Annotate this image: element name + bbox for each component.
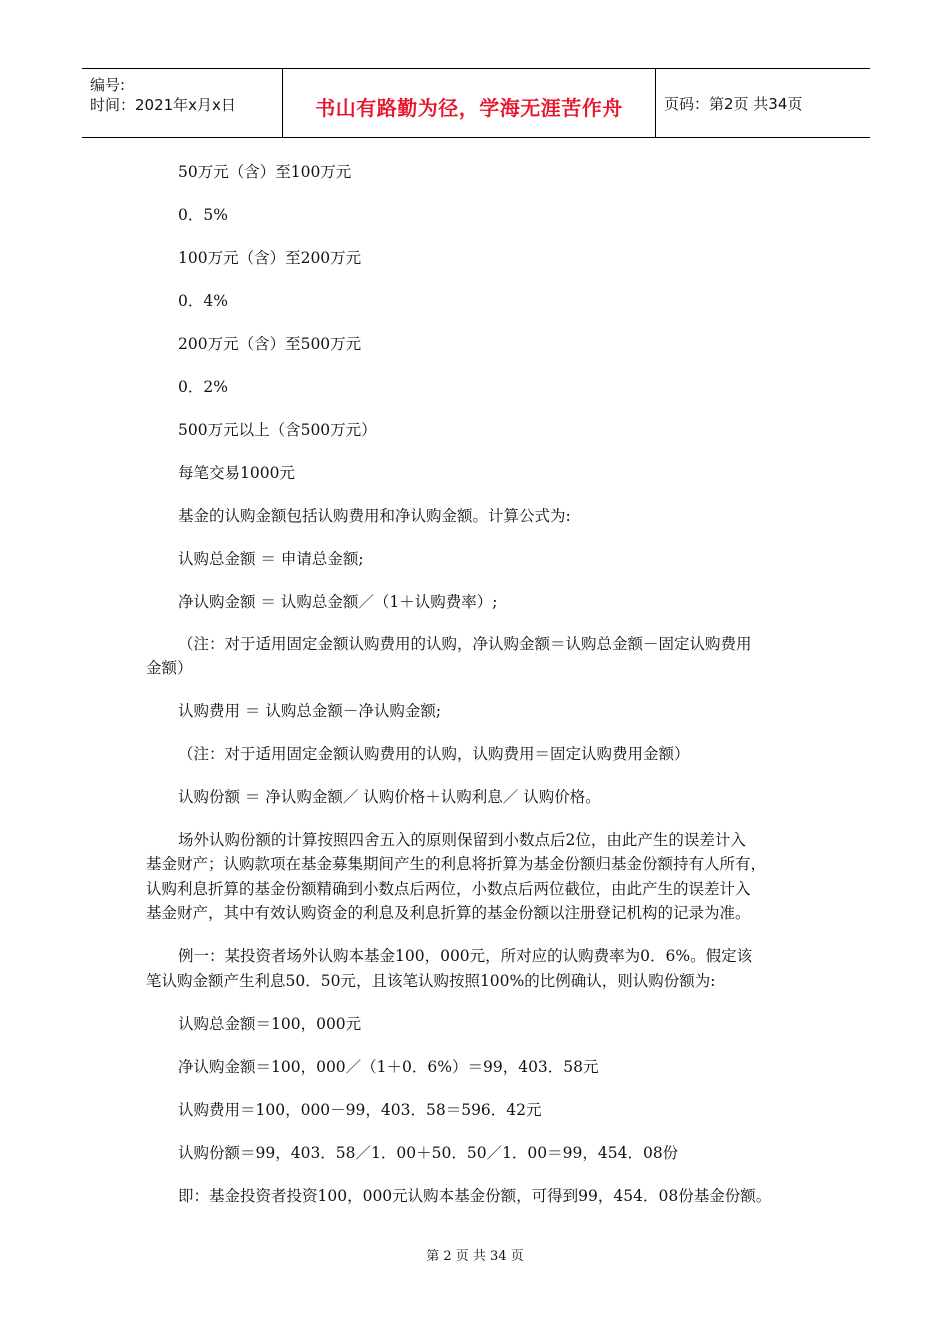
text-line: 净认购金额 ＝ 认购总金额／（1＋认购费率）; [178,593,498,611]
text-line: 即：基金投资者投资100，000元认购本基金份额，可得到99，454．08份基金份额。 [178,1187,772,1205]
text-line: 500万元以上（含500万元） [178,421,377,439]
motto: 书山有路勤为径，学海无涯苦作舟 [315,96,623,120]
text-line: 净认购金额＝100，000／（1＋0．6%）＝99，403．58元 [178,1058,599,1076]
text-line: 例一：某投资者场外认购本基金100，000元，所对应的认购费率为0．6%。假定该 [178,947,753,965]
text-line: 0．5% [178,206,228,224]
text-line: 基金的认购金额包括认购费用和净认购金额。计算公式为: [178,507,571,525]
text-line: 认购费用 ＝ 认购总金额－净认购金额; [178,702,442,720]
text-line: 0．2% [178,378,228,396]
text-line: 金额） [146,659,193,677]
text-line: 50万元（含）至100万元 [178,163,352,181]
text-line: 0．4% [178,292,228,310]
header-page-cell [654,69,870,137]
header-meta [82,69,282,137]
text-line: 200万元（含）至500万元 [178,335,362,353]
text-line: 每笔交易1000元 [178,464,295,482]
page-footer: 第 2 页 共 34 页 [426,1249,524,1264]
text-line: 认购利息折算的基金份额精确到小数点后两位，小数点后两位截位，由此产生的误差计入 [146,880,751,898]
date-label: 时间：2021年x月x日 [90,96,236,114]
text-line: 认购总金额 ＝ 申请总金额; [178,550,364,568]
header-motto-cell [282,69,656,137]
text-line: 笔认购金额产生利息50．50元，且该笔认购按照100%的比例确认，则认购份额为: [146,972,716,990]
text-line: 场外认购份额的计算按照四舍五入的原则保留到小数点后2位，由此产生的误差计入 [178,831,746,849]
text-line: 基金财产，其中有效认购资金的利息及利息折算的基金份额以注册登记机构的记录为准。 [146,904,751,922]
number-label: 编号: [90,76,126,94]
text-line: （注：对于适用固定金额认购费用的认购，认购费用＝固定认购费用金额） [178,745,690,763]
text-line: 认购费用＝100，000－99，403．58＝596．42元 [178,1101,542,1119]
text-line: 基金财产；认购款项在基金募集期间产生的利息将折算为基金份额归基金份额持有人所有， [146,855,767,873]
text-line: 认购份额 ＝ 净认购金额／ 认购价格＋认购利息／ 认购价格。 [178,788,601,806]
text-line: 认购总金额＝100，000元 [178,1015,362,1033]
page-header [82,68,870,138]
text-line: 认购份额＝99，403．58／1．00＋50．50／1．00＝99，454．08份 [178,1144,679,1162]
page-info: 页码：第2页 共34页 [664,95,803,113]
text-line: 100万元（含）至200万元 [178,249,362,267]
text-line: （注：对于适用固定金额认购费用的认购，净认购金额＝认购总金额－固定认购费用 [178,635,752,653]
